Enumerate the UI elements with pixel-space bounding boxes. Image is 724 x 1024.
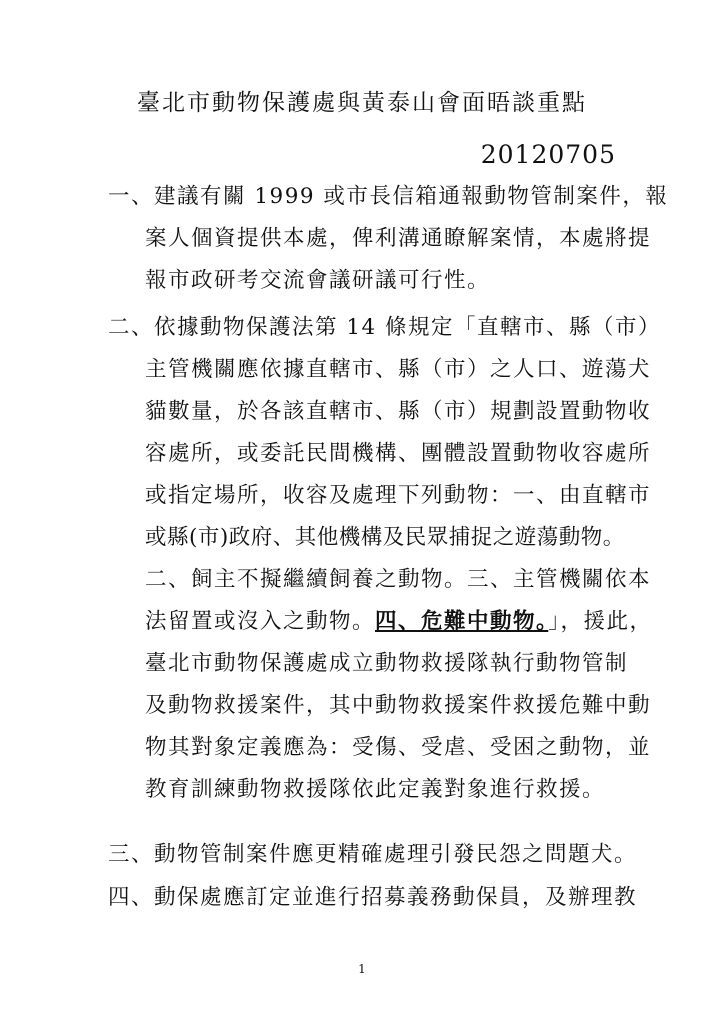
item-1-line-1: 一、建議有關 1999 或市長信箱通報動物管制案件，報	[108, 184, 669, 209]
item-1	[108, 176, 669, 302]
document-title: 臺北市動物保護處與黃泰山會面晤談重點	[137, 90, 587, 116]
item-3-line-1: 三、動物管制案件應更精確處理引發民怨之問題犬。	[108, 842, 638, 867]
item-2-line-12: 教育訓練動物救援隊依此定義對象進行救援。	[145, 777, 606, 802]
item-2-line-8-before: 法留置或沒入之動物。	[145, 609, 376, 634]
item-1-line-3: 報市政研考交流會議研議可行性。	[145, 268, 491, 293]
item-2-line-11: 物其對象定義應為：受傷、受虐、受困之動物，並	[145, 735, 652, 760]
item-2-line-8-after: 」，援此，	[548, 609, 653, 634]
item-2	[108, 307, 662, 811]
item-2-line-8	[108, 601, 653, 643]
document-date: 20120705	[480, 140, 616, 169]
item-2-line-3: 貓數量，於各該直轄市、縣（市）規劃設置動物收	[145, 399, 652, 424]
item-4-line-1: 四、動保處應訂定並進行招募義務動保員，及辦理教	[108, 885, 638, 910]
item-2-line-9: 臺北市動物保護處成立動物救援隊執行動物管制	[145, 651, 629, 676]
item-2-line-6: 或縣(市)政府、其他機構及民眾捕捉之遊蕩動物。	[145, 525, 625, 550]
page-number: 1	[358, 962, 366, 976]
item-2-line-4: 容處所，或委託民間機構、團體設置動物收容處所	[145, 441, 652, 466]
item-1-line-2: 案人個資提供本處，俾利溝通瞭解案情，本處將提	[145, 226, 652, 251]
item-2-line-7: 二、飼主不擬繼續飼養之動物。三、主管機關依本	[145, 567, 652, 592]
item-2-line-5: 或指定場所，收容及處理下列動物：一、由直轄市	[145, 483, 652, 508]
item-4	[108, 877, 638, 919]
item-3	[108, 834, 638, 876]
item-2-line-1: 二、依據動物保護法第 14 條規定「直轄市、縣（市）	[108, 315, 662, 340]
item-2-line-10: 及動物救援案件，其中動物救援案件救援危難中動	[145, 693, 652, 718]
item-2-line-2: 主管機關應依據直轄市、縣（市）之人口、遊蕩犬	[145, 357, 652, 382]
item-2-emphasis: 四、危難中動物。	[375, 609, 549, 634]
